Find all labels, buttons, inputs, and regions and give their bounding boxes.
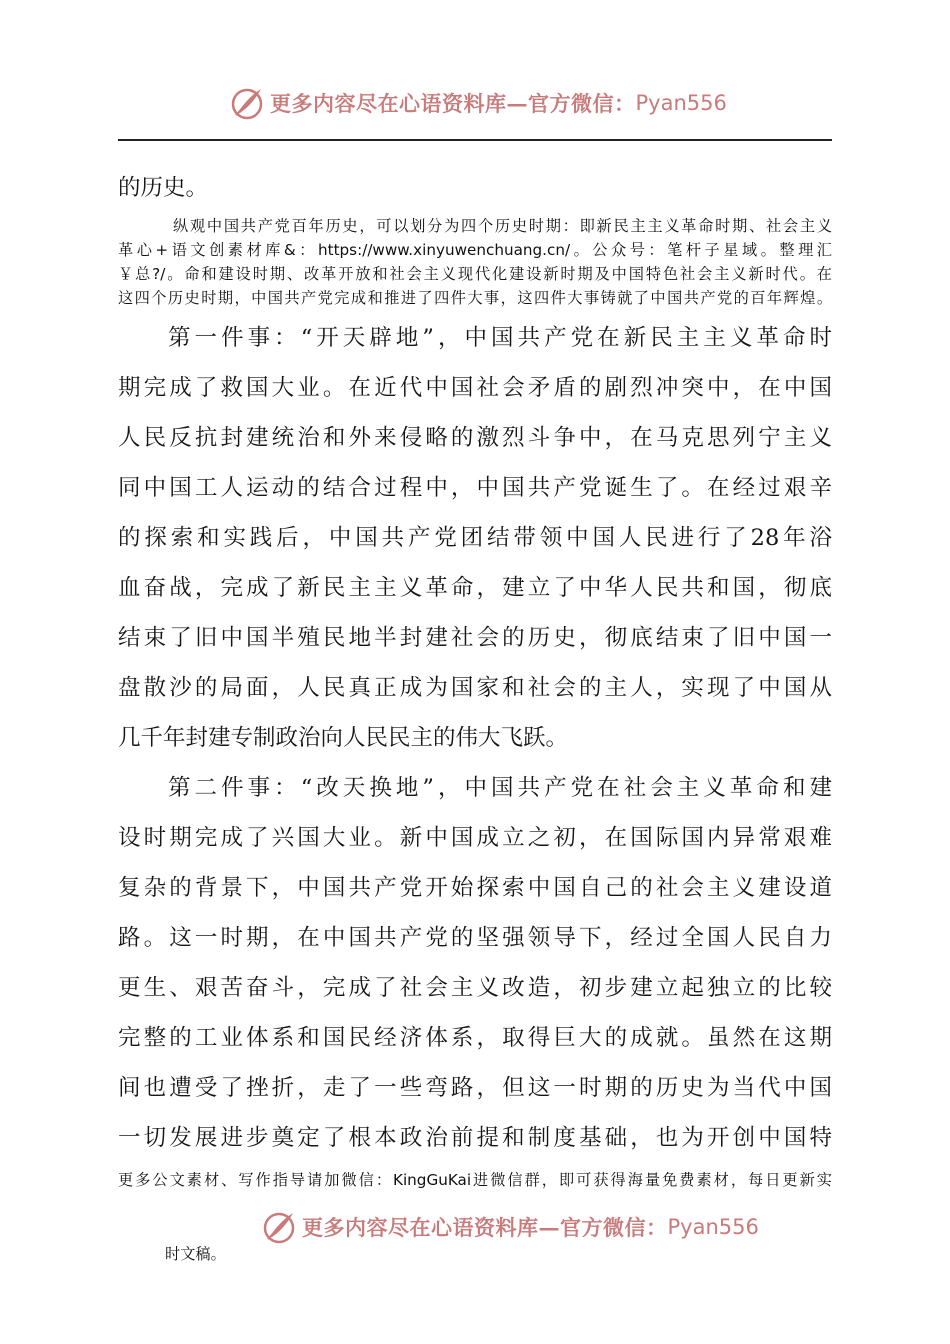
insert-line: 革心+语文创素材库&：https://www.xinyuwenchuang.cn/。公众号：笔杆子星域。整理汇 bbox=[118, 241, 832, 259]
paragraph-line: 路。这一时期，在中国共产党的坚强领导下，经过全国人民自力 bbox=[118, 925, 832, 951]
paragraph-line: 同中国工人运动的结合过程中，中国共产党诞生了。在经过艰辛 bbox=[118, 475, 832, 501]
paragraph-line: 更生、艰苦奋斗，完成了社会主义改造，初步建立起独立的比较 bbox=[118, 975, 832, 1001]
watermark-text: 更多内容尽在心语资料库—官方微信： bbox=[270, 91, 636, 116]
paragraph-line: 第一件事：“开天辟地”，中国共产党在新民主主义革命时 bbox=[168, 325, 832, 351]
watermark-text: 更多内容尽在心语资料库—官方微信： bbox=[302, 1215, 668, 1240]
paragraph-line: 人民反抗封建统治和外来侵略的激烈斗争中，在马克思列宁主义 bbox=[118, 425, 832, 451]
paragraph-line: 复杂的背景下，中国共产党开始探索中国自己的社会主义建设道 bbox=[118, 875, 832, 901]
insert-line: 纵观中国共产党百年历史，可以划分为四个历史时期：即新民主主义革命时期、社会主义 bbox=[173, 217, 832, 235]
footer-note-tail: 时文稿。 bbox=[165, 1245, 226, 1263]
footer-note: 更多公文素材、写作指导请加微信：KingGuKai进微信群，即可获得海量免费素材，每日更新实 bbox=[118, 1171, 832, 1189]
quill-logo-icon bbox=[228, 84, 266, 122]
opening-line: 的历史。 bbox=[118, 175, 209, 201]
footer-watermark bbox=[260, 1208, 759, 1246]
header-divider bbox=[118, 139, 832, 141]
paragraph-line: 血奋战，完成了新民主主义革命，建立了中华人民共和国，彻底 bbox=[118, 575, 832, 601]
watermark-handle: Pyan556 bbox=[635, 91, 727, 115]
paragraph-line: 一切发展进步奠定了根本政治前提和制度基础，也为开创中国特 bbox=[118, 1125, 832, 1151]
insert-line: 这四个历史时期，中国共产党完成和推进了四件大事，这四件大事铸就了中国共产党的百年辉煌。 bbox=[118, 289, 832, 307]
paragraph-line: 设时期完成了兴国大业。新中国成立之初，在国际国内异常艰难 bbox=[118, 825, 832, 851]
quill-logo-icon bbox=[260, 1208, 298, 1246]
insert-line: ￥总?/。命和建设时期、改革开放和社会主义现代化建设新时期及中国特色社会主义新时代。在 bbox=[118, 265, 832, 283]
paragraph-line: 盘散沙的局面，人民真正成为国家和社会的主人，实现了中国从 bbox=[118, 675, 832, 701]
paragraph-line: 间也遭受了挫折，走了一些弯路，但这一时期的历史为当代中国 bbox=[118, 1075, 832, 1101]
paragraph-line: 第二件事：“改天换地”，中国共产党在社会主义革命和建 bbox=[168, 775, 832, 801]
header-watermark bbox=[228, 84, 727, 122]
paragraph-line: 的探索和实践后，中国共产党团结带领中国人民进行了28年浴 bbox=[118, 525, 832, 551]
paragraph-line: 几千年封建专制政治向人民民主的伟大飞跃。 bbox=[118, 725, 569, 751]
paragraph-line: 完整的工业体系和国民经济体系，取得巨大的成就。虽然在这期 bbox=[118, 1025, 832, 1051]
paragraph-line: 期完成了救国大业。在近代中国社会矛盾的剧烈冲突中，在中国 bbox=[118, 375, 832, 401]
paragraph-line: 结束了旧中国半殖民地半封建社会的历史，彻底结束了旧中国一 bbox=[118, 625, 832, 651]
watermark-handle: Pyan556 bbox=[667, 1215, 759, 1239]
